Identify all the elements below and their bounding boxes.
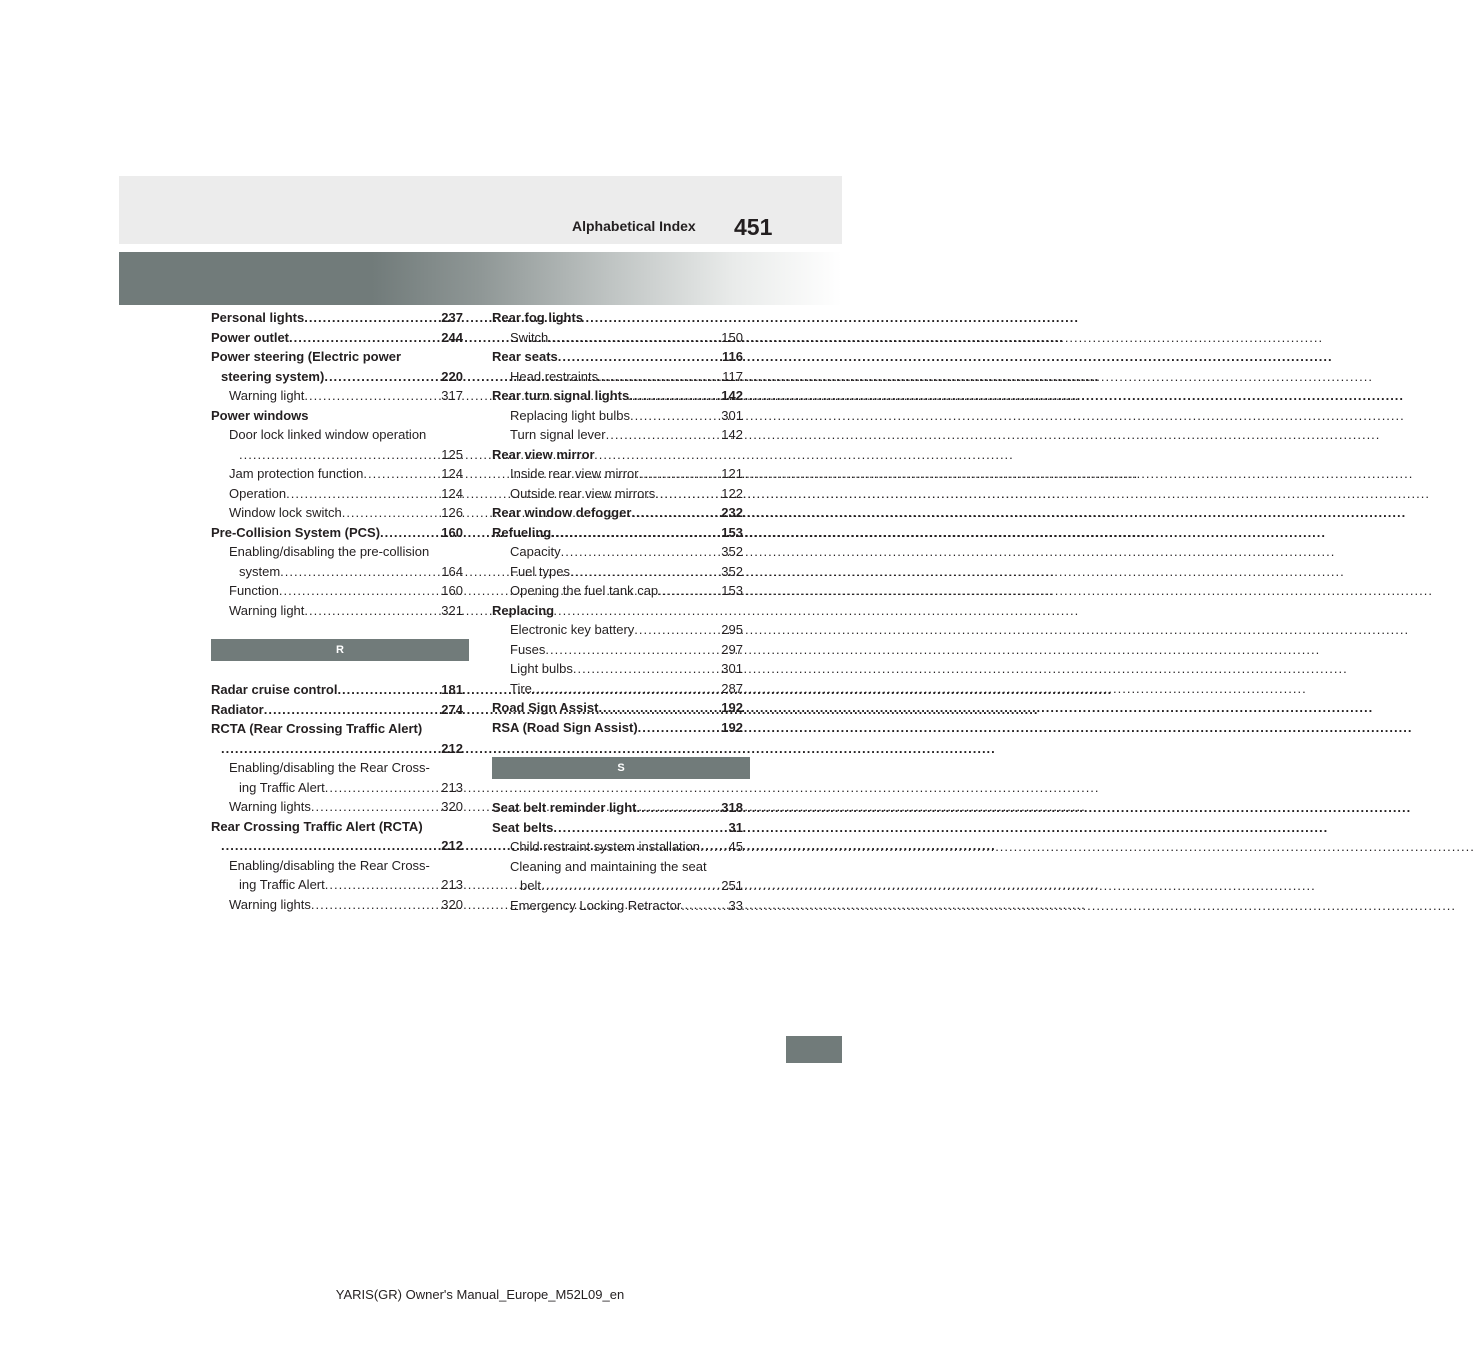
index-entry [211, 464, 463, 484]
entry-label: Warning lights [229, 799, 311, 814]
entry-label: ing Traffic Alert [239, 779, 325, 795]
entry-page-number: 164 [441, 563, 463, 579]
entry-page-number: 301 [721, 661, 743, 676]
index-entry [211, 875, 463, 895]
entry-label: Warning lights [229, 896, 311, 912]
dot-leader [598, 698, 720, 718]
index-entry [492, 542, 743, 562]
dot-leader [280, 562, 440, 582]
dot-leader [311, 895, 440, 915]
index-entry: Power windows [211, 407, 309, 423]
index-entry [492, 581, 743, 601]
entry-label: Outside rear view mirrors [510, 485, 656, 501]
entry-label: Pre-Collision System (PCS) [211, 524, 381, 540]
entry-label: Inside rear view mirror [510, 466, 639, 481]
index-entry [211, 503, 463, 523]
entry-label: Emergency Locking Retractor [510, 897, 682, 913]
dot-leader [363, 464, 440, 484]
chapter-gradient-bar [119, 252, 842, 305]
entry-label: Light bulbs [510, 661, 573, 676]
dot-leader [598, 367, 721, 387]
dot-leader [553, 818, 727, 838]
dot-leader [324, 367, 440, 387]
entry-page-number: 320 [441, 799, 463, 814]
index-entry [211, 308, 463, 328]
dot-leader [638, 718, 721, 738]
index-entry [492, 367, 743, 387]
entry-page-number: 321 [441, 602, 463, 618]
dot-leader [561, 542, 721, 562]
dot-leader [304, 308, 440, 328]
entry-page-number: 124 [441, 466, 463, 481]
entry-page-number: 320 [441, 896, 463, 912]
dot-leader [570, 562, 720, 582]
dot-leader [304, 601, 440, 621]
entry-page-number: 317 [441, 388, 463, 403]
dot-leader [311, 797, 440, 817]
index-entry [211, 523, 463, 543]
index-entry [211, 836, 463, 856]
entry-page-number: 192 [721, 700, 743, 715]
index-entry: RCTA (Rear Crossing Traffic Alert) [211, 721, 423, 736]
entry-page-number: 31 [728, 819, 743, 835]
section-title: Alphabetical Index [572, 218, 696, 234]
entry-page-number: 212 [441, 838, 463, 853]
entry-page-number: 142 [721, 388, 743, 403]
entry-label: Personal lights [211, 310, 305, 325]
dot-leader [658, 581, 720, 601]
entry-label: Replacing light bulbs [510, 407, 630, 423]
entry-label: Radiator [211, 701, 264, 717]
index-entry [492, 620, 743, 640]
index-column-right [492, 308, 743, 915]
dot-leader [325, 778, 441, 798]
index-entry [211, 484, 463, 504]
entry-page-number: 220 [441, 368, 463, 384]
entry-page-number: 287 [721, 680, 743, 696]
index-entry [492, 698, 743, 718]
entry-label: Refueling [492, 524, 552, 540]
index-column-left [211, 308, 463, 914]
index-group-r [211, 680, 463, 914]
entry-label: Rear seats [492, 349, 558, 364]
entry-label: RSA (Road Sign Assist) [492, 719, 638, 735]
entry-page-number: 295 [721, 622, 743, 637]
page-number: 451 [734, 214, 773, 240]
index-entry [211, 680, 463, 700]
index-entry [211, 581, 463, 601]
entry-page-number: 125 [441, 446, 463, 462]
entry-page-number: 192 [721, 719, 743, 735]
index-entry [211, 328, 463, 348]
index-entry [492, 406, 743, 426]
letter-heading-r: R [211, 639, 469, 661]
entry-label: belt [520, 878, 541, 893]
entry-label: steering system) [221, 368, 325, 384]
entry-page-number: 251 [721, 878, 743, 893]
dot-leader [636, 798, 720, 818]
entry-page-number: 244 [441, 329, 463, 345]
footer-manual-id: YARIS(GR) Owner's Manual_Europe_M52L09_en [335, 1287, 625, 1302]
entry-label: Function [229, 583, 279, 598]
entry-page-number: 150 [721, 329, 743, 345]
entry-label: Warning light [229, 602, 305, 618]
section-side-tab [786, 1036, 842, 1063]
index-entry [492, 464, 743, 484]
entry-label: Warning light [229, 388, 305, 403]
entry-label: Fuel types [510, 563, 570, 579]
entry-label: Opening the fuel tank cap [510, 583, 659, 598]
index-entry [211, 367, 463, 387]
entry-page-number: 213 [441, 877, 463, 892]
index-entry: Replacing [492, 602, 555, 618]
entry-page-number: 122 [721, 485, 743, 501]
entry-label: Rear window defogger [492, 505, 632, 520]
index-entry: Cleaning and maintaining the seat [510, 858, 707, 874]
index-entry [492, 876, 743, 896]
entry-page-number: 126 [441, 505, 463, 520]
entry-page-number: 142 [721, 427, 743, 442]
index-entry [492, 640, 743, 660]
dot-leader [239, 445, 440, 465]
entry-label: Electronic key battery [510, 622, 635, 637]
entry-label: Fuses [510, 641, 546, 657]
dot-leader [289, 328, 440, 348]
dot-leader [631, 503, 720, 523]
entry-page-number: 237 [441, 310, 463, 325]
index-entry [492, 347, 743, 367]
entry-label: Seat belts [492, 819, 554, 835]
dot-leader [221, 836, 440, 856]
index-group-r-continued [492, 308, 743, 737]
entry-label: Capacity [510, 544, 561, 559]
index-entry [492, 659, 743, 679]
dot-leader [548, 328, 720, 348]
index-entry [492, 523, 743, 543]
index-entry [492, 798, 743, 818]
dot-leader [681, 896, 727, 916]
index-entry [211, 797, 463, 817]
entry-label: Jam protection function [229, 466, 364, 481]
entry-label: Operation [229, 485, 287, 501]
entry-page-number: 212 [441, 740, 463, 756]
dot-leader [337, 680, 440, 700]
entry-label: Radar cruise control [211, 682, 338, 697]
dot-leader [532, 679, 720, 699]
index-entry [211, 562, 463, 582]
index-entry [211, 445, 463, 465]
index-entry [211, 386, 463, 406]
index-entry: Enabling/disabling the Rear Cross- [229, 760, 430, 775]
entry-page-number: 274 [441, 701, 463, 717]
dot-leader [545, 640, 720, 660]
entry-page-number: 160 [441, 583, 463, 598]
index-entry [211, 739, 463, 759]
dot-leader [279, 581, 440, 601]
entry-page-number: 213 [441, 779, 463, 795]
dot-leader [342, 503, 441, 523]
entry-page-number: 45 [728, 839, 743, 854]
dot-leader [551, 523, 720, 543]
index-entry [211, 895, 463, 915]
index-entry [492, 679, 743, 699]
entry-label: ing Traffic Alert [239, 877, 325, 892]
dot-leader [573, 659, 720, 679]
entry-page-number: 352 [721, 563, 743, 579]
dot-leader [634, 620, 720, 640]
entry-label: Power outlet [211, 329, 290, 345]
index-group-p [211, 308, 463, 620]
entry-page-number: 153 [721, 583, 743, 598]
dot-leader [304, 386, 440, 406]
index-entry: Door lock linked window operation [229, 427, 427, 442]
dot-leader [541, 876, 720, 896]
entry-label: Seat belt reminder light [492, 800, 637, 815]
entry-page-number: 301 [721, 407, 743, 423]
entry-label: Rear turn signal lights [492, 388, 630, 403]
index-entry [492, 562, 743, 582]
index-entry [492, 837, 743, 857]
entry-page-number: 160 [441, 524, 463, 540]
entry-label: Turn signal lever [510, 427, 606, 442]
index-entry: Rear view mirror [492, 446, 595, 462]
index-entry [211, 601, 463, 621]
dot-leader [558, 347, 721, 367]
entry-page-number: 33 [728, 897, 743, 913]
index-entry: Enabling/disabling the Rear Cross- [229, 857, 430, 873]
dot-leader [325, 875, 441, 895]
index-entry [492, 896, 743, 916]
index-group-s [492, 798, 743, 915]
entry-label: Child restraint system installation [510, 839, 701, 854]
entry-page-number: 121 [721, 466, 743, 481]
index-entry [492, 425, 743, 445]
entry-label: Head restraints [510, 368, 599, 384]
index-entry [492, 386, 743, 406]
index-entry [492, 818, 743, 838]
dot-leader [655, 484, 720, 504]
entry-page-number: 297 [721, 641, 743, 657]
dot-leader [630, 406, 720, 426]
entry-label: Switch [510, 329, 549, 345]
index-entry [211, 700, 463, 720]
entry-label: system [239, 563, 281, 579]
index-entry [492, 328, 743, 348]
dot-leader [629, 386, 720, 406]
entry-page-number: 232 [721, 505, 743, 520]
entry-page-number: 181 [441, 682, 463, 697]
entry-label: Window lock switch [229, 505, 342, 520]
dot-leader [221, 739, 440, 759]
dot-leader [606, 425, 721, 445]
index-entry [492, 718, 743, 738]
entry-page-number: 318 [721, 800, 743, 815]
index-entry [492, 484, 743, 504]
entry-label: Tire [510, 680, 532, 696]
entry-page-number: 117 [722, 368, 743, 384]
index-entry: Enabling/disabling the pre-collision [229, 544, 430, 559]
dot-leader [700, 837, 728, 857]
entry-page-number: 153 [721, 524, 743, 540]
entry-page-number: 124 [441, 485, 463, 501]
dot-leader [286, 484, 440, 504]
entry-page-number: 116 [722, 349, 743, 364]
entry-page-number: 352 [721, 544, 743, 559]
entry-label: Road Sign Assist [492, 700, 599, 715]
index-entry: Power steering (Electric power [211, 349, 402, 364]
dot-leader [264, 700, 441, 720]
index-entry [492, 503, 743, 523]
dot-leader [639, 464, 721, 484]
index-entry [211, 778, 463, 798]
index-entry: Rear Crossing Traffic Alert (RCTA) [211, 818, 423, 834]
letter-heading-s: S [492, 757, 750, 779]
index-entry: Rear fog lights [492, 310, 584, 325]
dot-leader [380, 523, 440, 543]
